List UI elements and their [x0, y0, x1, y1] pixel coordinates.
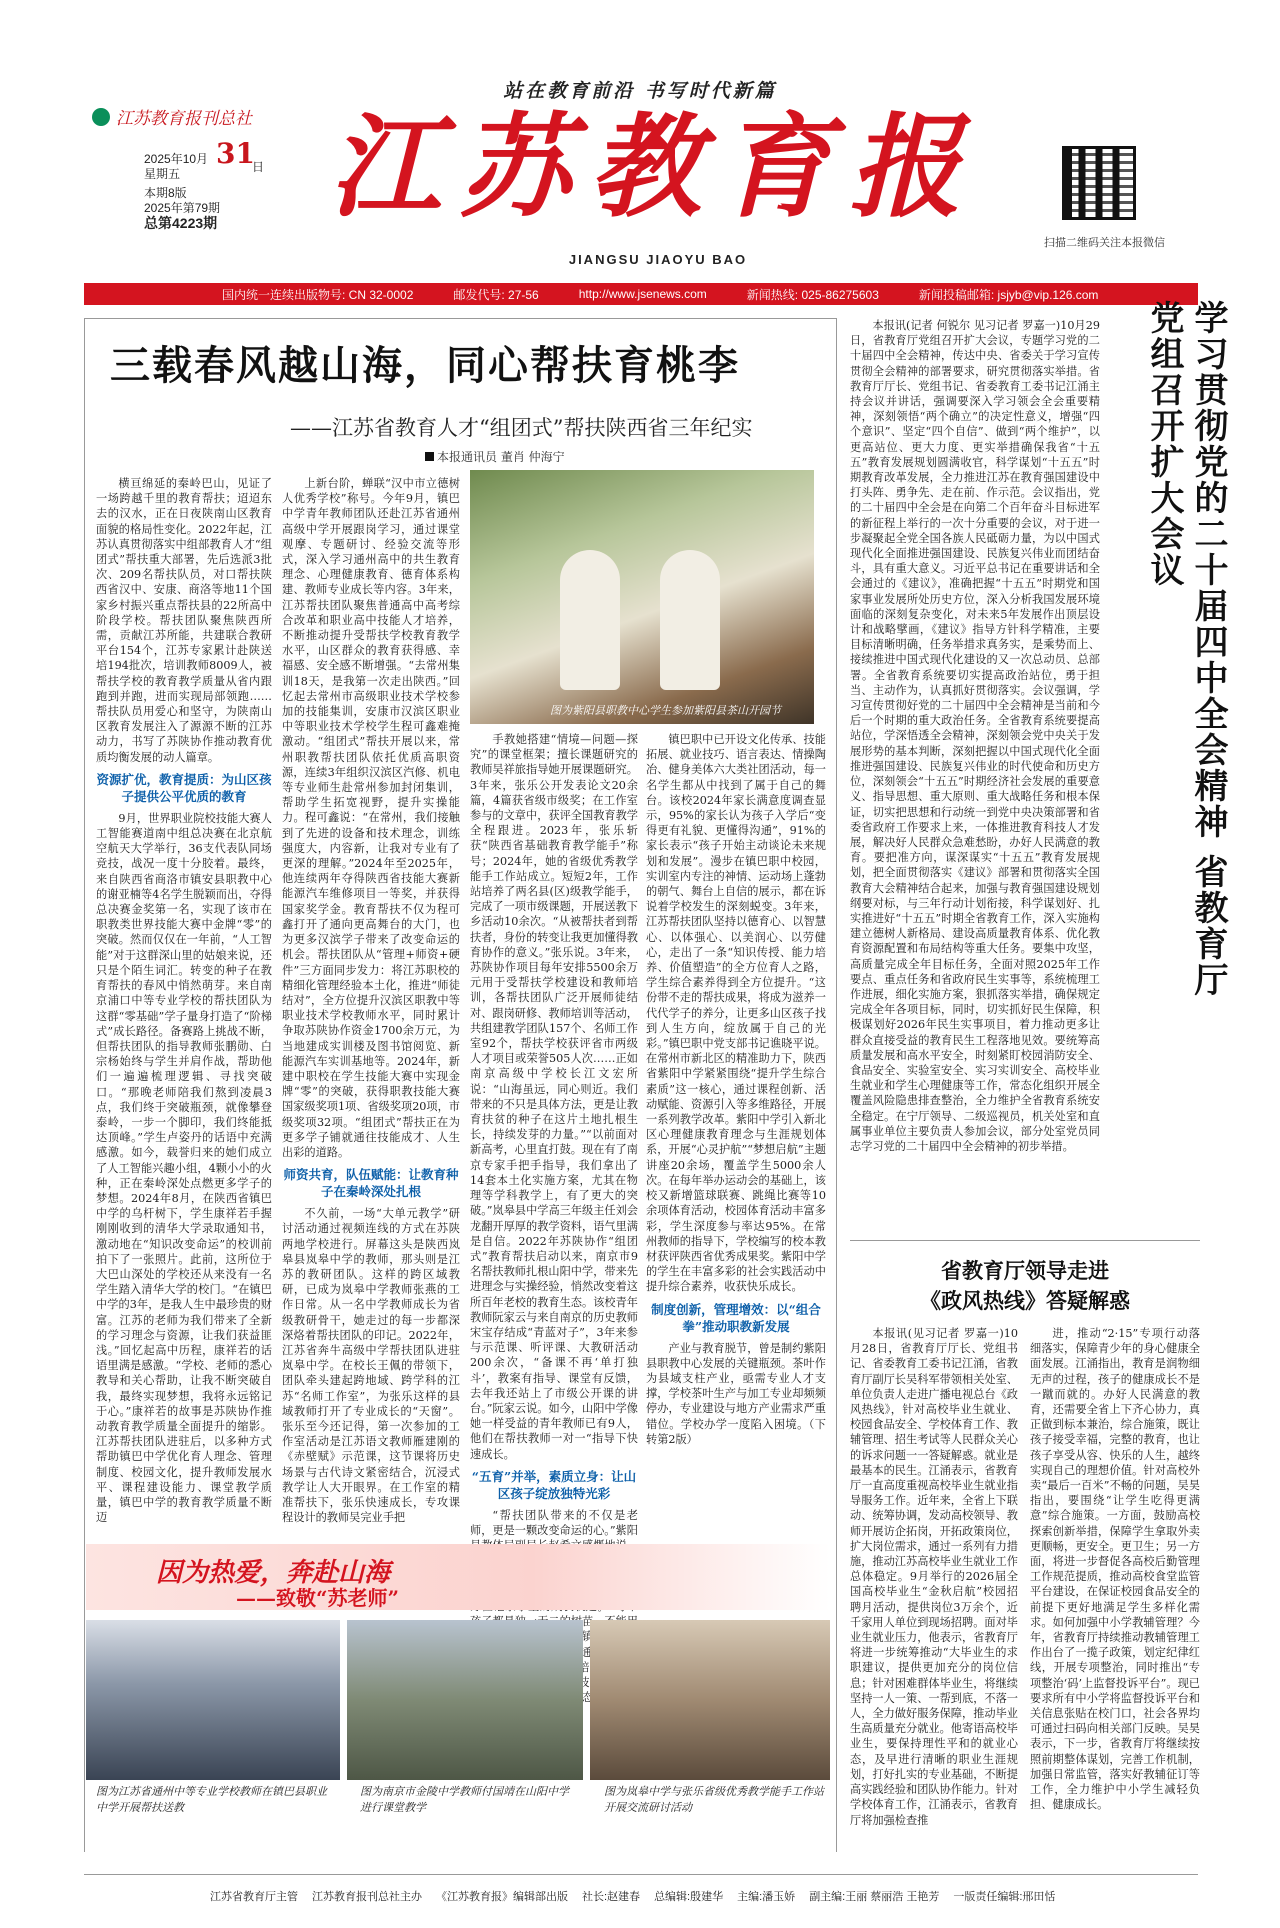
photo-figure: [660, 550, 720, 690]
publisher-org: [92, 104, 252, 129]
section-heading: “五育”并举，素质立身：让山区孩子绽放独特光彩: [471, 1468, 637, 1501]
publisher-org-label: 江苏教育报刊总社: [116, 109, 252, 129]
right-column-2: [850, 1326, 1018, 1866]
info-post: 邮发代号: 27-56: [453, 287, 539, 302]
info-web[interactable]: http://www.jsenews.com: [578, 287, 707, 301]
lead-byline-text: 本报通讯员 董肖 仲海宁: [437, 450, 565, 464]
info-email[interactable]: 新闻投稿邮箱: jsjyb@vip.126.com: [918, 287, 1099, 302]
right-column-1: [850, 318, 1100, 1364]
date-block: [144, 137, 265, 231]
right-paragraph: 本报讯(见习记者 罗嘉一)10月28日，省教育厅厅长、党组书记、省委教育工委书记江涌，省教育厅副厅长吴科军带领相关处室、单位负责人走进广播电视总台《政风热线》，针对高校毕业生就业、校园食品安全、学校体育工作、教辅管理、招生考试等人民群众关心的诉求问题一一答疑解惑。就业是最基本的民生。江涌表示，省教育厅一直高度重视高校毕业生就业指导服务工作。近年来，全省上下联动、统筹协调，发动高校领导、教师开展访企拓岗，开拓政策岗位，扩大岗位需求，通过一系列有力措施，推动江苏高校毕业生就业工作总体稳定。9月举行的2026届全国高校毕业生“金秋启航”校园招聘月活动，提供岗位3万余个，近千家用人单位到现场招聘。面对毕业生就业压力，他表示，省教育厅将进一步统筹推动“大毕业生的求职建议，提供更加充分的岗位信息；针对困难群体毕业生，将继续坚持一人一策、一帮到底，不落一人，全力做好服务保障，推动毕业生高质量充分就业。他寄语高校毕业生，要保持理性平和的就业心态，及早进行清晰的职业生涯规划，打好扎实的专业基础，不断提高实践经验和团队协作能力。针对学校体育工作，江涌表示，省教育厅将加强检查推: [850, 1327, 1018, 1827]
footer-deputy: 副主编:王丽 蔡丽浩 王艳芳: [809, 1891, 940, 1903]
lead-column-1: [96, 476, 272, 1536]
tribute-banner: [86, 1544, 830, 1610]
bottom-photo-2: [347, 1620, 583, 1780]
right-headline-2-line-1: 省教育厅领导走进: [941, 1258, 1109, 1283]
lead-paragraph: “帮扶团队带来的不仅是老师，更是一颗改变命运的心。”紫阳 苗 镇 通 培 枝 生态。: [470, 1508, 638, 1705]
footer-host: 江苏教育报刊总社主办: [312, 1891, 422, 1903]
lead-paragraph: 横亘绵延的秦岭巴山，见证了一场跨越千里的教育帮扶；迢迢东去的汉水，正在日夜陕南山区教育面貌的格局性变化。2022年起，江苏认真贯彻落实中组部教育人才“组团式”帮扶重大部署，先后选派3批次、209名帮扶队员，对口帮扶陕西省汉中、安康、商洛等地11个国家乡村振兴重点帮扶县的22所高中阶段学校。帮扶团队聚焦陕西所需，贡献江苏所能，共建联合教研平台154个，江苏专家累计赴陕送培194批次，培训教师8009人，被帮扶学校的教育教学质量从省内跟跑到并跑，进而实现局部领跑……帮扶队员用爱心和坚守，为陕南山区教育发展注入了源源不断的江苏动力，书写了苏陕协作推动教育优质均衡发展的动人篇章。: [96, 477, 272, 764]
qr-code-icon[interactable]: [1062, 146, 1136, 220]
bottom-photo-3-caption: 图为岚皋中学与张乐省级优秀教学能手工作站开展交流研讨活动: [604, 1785, 824, 1814]
lead-paragraph: 手教她搭建“情境—问题—探究”的课堂框架；擅长课题研究的教师吴祥旅指导她开展课题研究。3年来，张乐公开发表论文20余篇，4篇获省级市级奖；在工作室参与的文章中，获评全国教育教学全程跟进。2023年，张乐斩获“陕西省基础教育教学能手”称号；2024年，她的省级优秀教学能手工作站成立。短短2年，工作站培养了两名县(区)级教学能手，完成了一项市级课题，开展送教下乡活动10余次。“从被帮扶者到帮扶者，身份的转变让我更加懂得教育协作的意义。”张乐说。3年来，苏陕协作项目每年安排5500余万元用于受帮扶学校建设和教师培训，各帮扶团队广泛开展师徒结对、跟岗研修、教师培训等活动，共组建教学团队157个、名师工作室92个，帮扶学校获评省市两级人才项目或荣誉505人次……正如南京高级中学校长江文宏所说：“山海虽远，同心则近。我们带来的不只是具体方法，更是让教育扶贫的种子在这片土地扎根生长，持续发芽的力量。”“以前面对新高考，心里直打鼓。现在有了南京专家手把手指导，我们拿出了14套本土化实施方案，尤其在物理等学科教学上，有了更大的突破。”岚皋县中学高三年级主任刘会龙翻开厚厚的教学资料，语气里满是自信。2022年苏陕协作“组团式”教育帮扶启动以来，南京市9名帮扶教师扎根山阳中学，带来先进理念与实操经验，悄然改变着这所百年老校的教育生态。该校青年教师阮家云与来自南京的历史教师宋宝存结成“青蓝对子”，3年来参与示范课、听评课、大教研活动200余次，“备课不再‘单打独斗’，教案有指导、课堂有反馈，去年我还站上了市级公开课的讲台。”阮家云说。如今，山阳中学像她一样受益的青年教师已有9人，他们在帮扶教师一对一“指导下快速成长。: [470, 733, 638, 1461]
bottom-photo-3: [590, 1620, 830, 1780]
info-hotline: 新闻热线: 025-86275603: [746, 287, 879, 302]
masthead: [294, 102, 1014, 238]
lead-paragraph: 上新台阶，蝉联“汉中市立德树人优秀学校”称号。今年9月，镇巴中学青年教师团队还赴江苏省通州高级中学开展跟岗学习，通过课堂观摩、专题研讨、经验交流等形式，深入学习通州高中的共生教育理念、心理健康教育、德育体系构建、教师专业成长等内容。3年来，江苏帮扶团队聚焦普通高中高考综合改革和职业高中技能人才培养，不断推动提升受帮扶学校教育教学水平，山区群众的教育获得感、幸福感、安全感不断增强。“去常州集训18天，是我第一次走出陕西。”回忆起去常州市高级职业技术学校参加的技能集训，安康市汉滨区职业中等职业技术学校学生程可鑫难掩激动。“组团式”帮扶开展以来，常州职教帮扶团队依托优质高职资源，连续3年组织汉滨区汽修、机电等专业师生赴常州参加封闭集训，帮助学生拓宽视野，提升实操能力。程可鑫说：“在常州，我们接触到了先进的设备和技术理念，训练强度大，内容新，让我对专业有了更深的理解。”2024年至2025年，他连续两年夺得陕西省技能大赛新能源汽车维修项目一等奖，并获得国家奖学金。教育帮扶不仅为程可鑫打开了通向更高舞台的大门，也为更多汉滨学子带来了改变命运的机会。帮扶团队从“管理+师资+硬件”三方面同步发力：将江苏职校的精细化管理经验本土化，推进“师徒结对”，全方位提升汉滨区职教中等职业技术学校教师水平，同时累计争取苏陕协作资金1700余万元，为当地建成实训楼及图书馆阅览、新能源汽车实训基地等。2024年，新建中职校在学生技能大赛中实现金牌“零”的突破，获得职教技能大赛国家级奖项1项、省级奖项20项，市级奖项32项。“组团式”帮扶正在为更多学子铺就通往技能成才、人生出彩的道路。: [282, 477, 460, 1159]
lead-photo-caption: 图为紫阳县职教中心学生参加紫阳县茶山开园节: [550, 704, 781, 717]
edition-count: 本期8版: [144, 186, 187, 200]
lead-headline: 三载春风越山海，同心帮扶育桃李: [110, 342, 740, 389]
total-issue: 总第4223期: [144, 215, 218, 231]
right-headline-2-line-2: 《政风热线》答疑解惑: [920, 1288, 1130, 1313]
slogan: 站在教育前沿 书写时代新篇: [503, 80, 777, 102]
right-paragraph: 进，推动“2·15”专项行动落细落实，保障青少年的身心健康全面发展。江涌指出，教育是润物细无声的过程，孩子的健康成长不是一蹴而就的。办好人民满意的教育，还需要全省上下齐心协力，真正做到标本兼治，综合施策，既让孩子接受幸福，完整的教育，也让孩子享受从容、快乐的人生，越终实现自己的理想价值。针对高校外卖“最后一百米”不畅的问题，吴昊指出，要围绕“让学生吃得更满意”综合施策。一方面，鼓励高校探索创新举措，保障学生拿取外卖更顺畅，更安全。更卫生；另一方面，将进一步督促各高校后勤管理工作规范提质，推动高校食堂监管平台建设，在保证校园食品安全的前提下更好地满足学生多样化需求。如何加强中小学教辅管理？今年，省教育厅持续推动教辅管理工作出台了一揽子政策，划定纪律红线，开展专项整治，同时推出“专项整治‘码’上监督投诉平台”。现已要求所有中小学将监督投诉平台和关信息张贴在校门口，社会各界均可通过扫码向相关部门反映。吴昊表示，下一步，省教育厅将继续按照前期整体谋划，完善工作机制，加强日常监管，落实好教辅征订等工作，全力维护中小学生减轻负担、健康成长。: [1030, 1327, 1200, 1812]
date-weekday: 星期五: [144, 167, 181, 181]
section-heading: 制度创新，管理增效：以“组合拳”推动职教新发展: [651, 1301, 821, 1334]
qr-caption: 扫描二维码关注本报微信: [1044, 237, 1165, 249]
lead-paragraph: 镇巴职中已开设文化传承、技能拓展、就业技巧、语言表达、情操陶冶、健身美体六大类社团活动，每一名学生都从中找到了属于自己的舞台。该校2024年家长满意度调查显示，95%的家长认为孩子入学后“变得更有礼貌、更懂得沟通”，91%的家长表示“孩子开始主动谈论未来规划和发展”。漫步在镇巴职中校园，实训室内专注的神情、运动场上蓬勃的朝气、舞台上自信的展示，都在诉说着学校发生的深刻蜕变。3年来，江苏帮扶团队坚持以德育心、以智慧心、以体强心、以美润心、以劳健心，走出了一条“知识传授、能力培养、价值塑造”的全方位育人之路，学生综合素养得到全方位提升。“这份带不走的帮扶成果，将成为滋养一代代学子的养分，让更多山区孩子找到人生方向，绽放属于自己的光彩。”镇巴职中党支部书记谯晓平说。在常州市新北区的精准助力下，陕西省紫阳中学紧紧围绕“提升学生综合素质”这一核心，通过课程创新、活动赋能、资源引入等多维路径，开展一系列教学改革。紫阳中学引入新北区心理健康教育理念与生涯规划体系，开展“心灵护航”“梦想启航”主题讲座20余场，覆盖学生5000余人次。在每年举办运动会的基础上，该校又新增篮球联赛、跳绳比赛等10余项体育活动，校园体育活动丰富多彩，学生深度参与率达95%。在常州教师的指导下，学校编写的校本教材获评陕西省优秀成果奖。紫阳中学的学生在丰富多彩的社会实践活动中提升综合素养，收获快乐成长。: [646, 733, 826, 1294]
date-day-suffix: 日: [252, 160, 265, 174]
tribute-banner-subtitle: ——致敬“苏老师”: [236, 1586, 400, 1610]
lead-column-2: [282, 476, 460, 1536]
bottom-photo-2-caption: 图为南京市金陵中学教师付国靖在山阳中学进行课堂教学: [360, 1785, 569, 1814]
tribute-banner-title: 因为热爱，奔赴山海: [156, 1558, 391, 1588]
lead-subheadline: ——江苏省教育人才“组团式”帮扶陕西省三年纪实: [290, 416, 753, 440]
section-heading: 资源扩优，教育提质：为山区孩子提供公平优质的教育: [96, 771, 272, 804]
lead-paragraph: 产业与教育脱节，曾是制约紫阳县职教中心发展的关键瓶颈。茶叶作为县域支柱产业，亟需专业人才支撑，学校茶叶生产与加工专业却频频停办，专业建设与地方产业需求严重错位。学校办学一度陷入困境。（下转第2版）: [646, 1341, 826, 1446]
right-headline-2: [850, 1256, 1200, 1316]
footer-chief: 总编辑:殷建华: [654, 1891, 724, 1903]
info-bar: [84, 283, 1198, 305]
footer-page-editor: 一版责任编辑:邢田恬: [953, 1891, 1056, 1903]
issue-year: 2025年第79期: [144, 201, 221, 215]
publisher-logo-icon: [92, 108, 110, 126]
right-column-3: [1030, 1326, 1200, 1866]
masthead-title: 江苏教育报: [329, 102, 979, 233]
right-headline-1: 学习贯彻党的二十届四中全会精神 省教育厅党组召开扩大会议: [1144, 300, 1228, 998]
footer-edit: 《江苏教育报》编辑部出版: [436, 1891, 568, 1903]
footer-president: 社长:赵建春: [582, 1891, 641, 1903]
lead-photo: [470, 470, 814, 724]
lead-paragraph: 9月，世界职业院校技能大赛人工智能赛道南中组总决赛在北京航空航天大学举行，36支代表队同场竞技，战况一度十分胶着。最终，来自陕西省商洛市镇安县职教中心的谢亚楠等4名学生脱颖而出，夺得总决赛金奖第一名，实现了该市在职教类世界技能大赛中金牌“零”的突破。然而仅仅在一年前，“人工智能”对于这群深山里的姑娘来说，还只是个陌生词汇。转变的种子在教育帮扶的春风中悄然萌芽。来自南京浦口中等专业学校的帮扶团队为这群“零基础”学子量身打造了“阶梯式”成长路径。备赛路上挑战不断，但帮扶团队的指导教师张鹏勋、白宗杨始终与学生并肩作战，帮助他们一遍遍梳理逻辑、寻找突破口。“那晚老师陪我们熬到凌晨3点，我们终于突破瓶颈，就像攀登泰岭，一步一个脚印，我们终能抵达顶峰。”学生卢姿丹的话语中充满感激。如今，载誉归来的她们成立了人工智能兴趣小组，4颗小小的火种，正在秦岭深处点燃更多学子的梦想。2024年8月，在陕西省镇巴中学的乌杆树下，学生康祥若手握刚刚收到的清华大学录取通知书，激动地在“知识改变命运”的校训前拍下了一张照片。此前，这所位于大巴山深处的学校还从来没有一名学生踏入清华大学的校门。“在镇巴中学的3年，是我人生中最珍贵的财富。江苏的老师为我们带来了全新的学习理念与资源，让我们获益匪浅。”回忆起高中历程，康祥若的话语里满是感激。“学校、老师的悉心教导和关心帮助，让我不断突破自我，最终实现梦想，我将永远铭记于心。”康祥若的故事是苏陕协作推动教育教学质量全面提升的缩影。江苏帮扶团队进驻后，以多种方式帮助镇巴中学优化育人理念、管理制度、校园文化，提升教师发展水平、课程建设能力、课堂教学质量，镇巴中学的教育教学质量不断迈: [96, 811, 272, 1525]
footer-editor: 主编:潘玉娇: [737, 1891, 796, 1903]
bottom-photo-1: [86, 1620, 340, 1780]
bottom-photo-1-caption: 图为江苏省通州中等专业学校教师在镇巴县职业中学开展帮扶送教: [96, 1785, 327, 1814]
info-cn: 国内统一连续出版物号: CN 32-0002: [222, 287, 414, 302]
date-month: 2025年10月: [144, 152, 209, 166]
section-heading: 师资共育，队伍赋能：让教育种子在秦岭深处扎根: [283, 1167, 459, 1200]
footer-sponsor: 江苏省教育厅主管: [210, 1891, 298, 1903]
date-day: 31: [216, 137, 255, 170]
lead-column-3: [470, 732, 638, 1705]
right-paragraph: 本报讯(记者 何锐尔 见习记者 罗嘉一)10月29日，省教育厅党组召开扩大会议，专题学习党的二十届四中全会精神，传达中央、省委关于学习宣传贯彻全会精神的部署要求，研究贯彻落实举措。省教育厅厅长、党组书记、省委教育工委书记江涌主持会议并讲话，强调要深入学习领会全会重要精神，深刻领悟“两个确立”的决定性意义，增强“四个意识”、坚定“四个自信”、做到“两个维护”，以更高站位、更大力度、更实举措确保我省“十五五”教育发展规划圆满收官，科学谋划“十五五”时期教育改革发展，全力推进江苏在教育强国建设中打头阵、勇争先、走在前、作示范。会议指出，党的二十届四中全会是在向第二个百年奋斗目标进军的新征程上举行的一次十分重要的会议，对于进一步凝聚起全党全国各族人民砥砺力量，为以中国式现代化全面推进强国建设、民族复兴伟业而团结奋斗，具有重大意义。习近平总书记在重要讲话和全会通过的《建议》，准确把握“十五五”时期党和国家事业发展所处历史方位，深入分析我国发展环境面临的深刻复杂变化，对未来5年发展作出顶层设计和战略擘画，《建议》指导方针科学精准，主要目标清晰明确，任务举措求真务实，是乘势而上、接续推进中国式现代化建设的又一次总动员、总部署。全省教育系统要切实提高政治站位，勇于担当、主动作为，认真抓好贯彻落实。会议强调，学习宣传贯彻好党的二十届四中全会精神是当前和今后一个时期的重大政治任务。全省教育系统要提高站位，学深悟透全会精神，深刻领会党中央关于发展形势的基本判断，深刻把握以中国式现代化全面推进强国建设、民族复兴伟业的时代使命和历史方位，深刻领会“十五五”时期经济社会发展的重要意义、指导思想、重大原则、重大战略任务和根本保证，切实把思想和行动统一到党中央决策部署和省委省政府工作要求上来，一体推进教育科技人才发展，解决好人民群众急难愁盼，办好人民满意的教育。要把准方向，谋深谋实“十五五”教育发展规划，把全面贯彻落实《建议》部署和贯彻落实全国教育大会精神结合起来，加强与教育强国建设规划纲要对标，与三年行动计划衔接，科学谋划好、扎实推进好“十五五”时期全省教育工作，深入实施构建立德树人新格局、建设高质量教育体系、优化教育资源配置和布局结构等重大任务。要集中攻坚，高质量完成全年目标任务，全面对照2025年工作要点、重点任务和省政府民生实事等，系统梳理工作进展，细化实施方案，狠抓落实举措，确保规定完成全年各项目标，同时，切实抓好民生保障，积极谋划好2026年民生实事项目，着力推动更多让群众直接受益的教育民生工程落地见效。要统筹高质量发展和高水平安全，时刻紧盯校园消防安全、食品安全、实验室安全、实习实训安全、高校毕业生就业和学生心理健康等工作，常态化组织开展全覆盖风险隐患排查整治，全力维护全省教育系统安全稳定。在宁厅领导、二级巡视员，机关处室和直属事业单位主要负责人参加会议，部分处室党员同志学习党的二十届四中全会精神的初步举措。: [850, 319, 1100, 1153]
photo-figure: [560, 550, 620, 690]
lead-byline: [425, 448, 565, 465]
lead-column-4: [646, 732, 826, 1538]
lead-paragraph: 不久前，一场“大单元教学”研讨活动通过视频连线的方式在苏陕两地学校进行。屏幕这头是陕西岚皋县岚皋中学的教师，那头则是江苏的教研团队。这样的跨区域教研，已成为岚皋中学教师张燕的工作日常。从一名中学教师成长为省级教研骨干，她走过的每一步都深深烙着帮扶团队的印记。2022年，江苏省奔牛高级中学帮扶团队进驻岚皋中学。在校长王佩的带领下，团队牵头建起跨地域、跨学科的江苏“名师工作室”，为张乐这样的县域教师打开了专业成长的“天窗”。张乐至今还记得，第一次参加的工作室活动是江苏语文教师雁建刚的《赤壁赋》示范课，这节课将历史场景与古代诗文紧密结合，沉浸式教学让人大开眼界。在工作室的精准帮扶下，张乐快速成长，专攻课程设计的教师吴完业手把: [282, 1207, 460, 1525]
footer: [210, 1888, 1055, 1904]
masthead-pinyin: JIANGSU JIAOYU BAO: [568, 252, 748, 267]
